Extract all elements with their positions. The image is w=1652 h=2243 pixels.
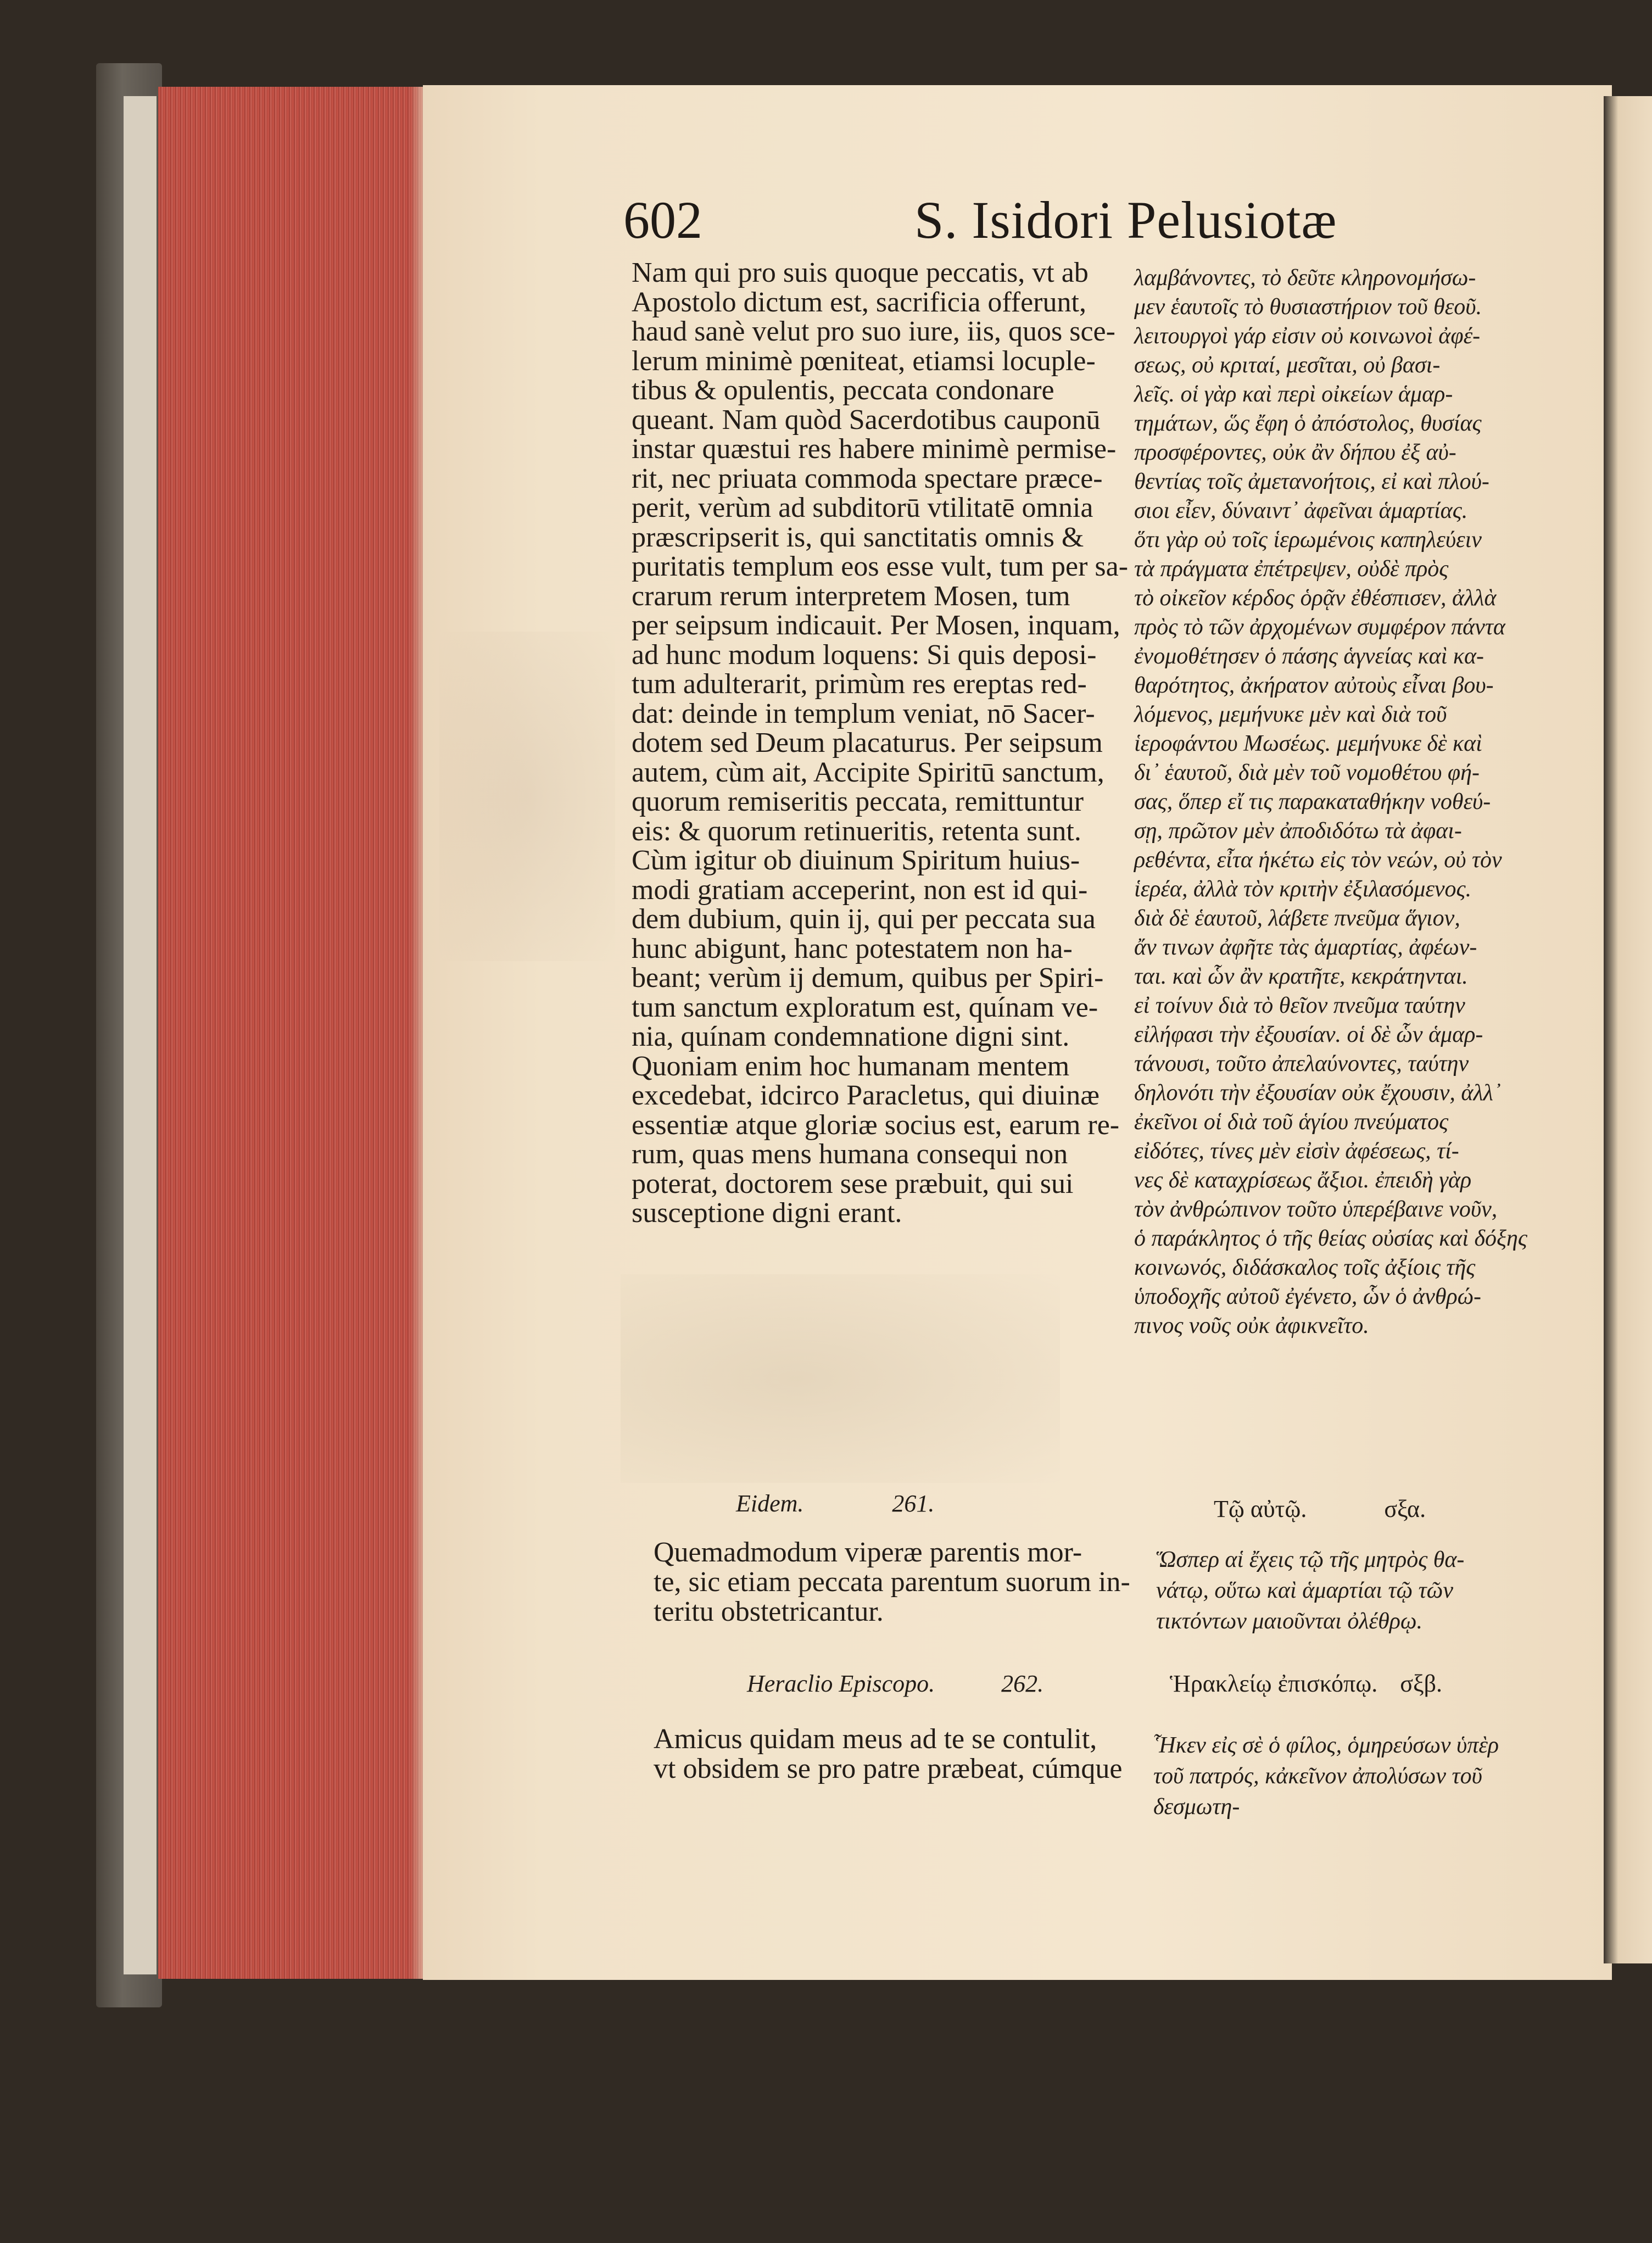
running-title: S. Isidori Pelusiotæ bbox=[914, 191, 1337, 249]
latin-text-line: Amicus quidam meus ad te se contulit, bbox=[654, 1723, 1097, 1755]
greek-text-line: πρὸς τὸ τῶν ἀρχομένων συμφέρον πάντα bbox=[1134, 615, 1505, 640]
greek-text-line: τημάτων, ὥς ἔφη ὁ ἀπόστολος, θυσίας bbox=[1134, 411, 1482, 436]
greek-text-line: τὰ πράγματα ἐπέτρεψεν, οὐδὲ πρὸς bbox=[1134, 556, 1449, 582]
latin-text-line: Cùm igitur ob diuinum Spiritum huius- bbox=[632, 845, 1080, 876]
greek-text-line: τάνουσι, τοῦτο ἀπελαύνοντες, ταύτην bbox=[1134, 1051, 1469, 1076]
latin-text-line: præscripserit is, qui sanctitatis omnis & bbox=[632, 521, 1084, 553]
show-through-smudge bbox=[439, 632, 615, 961]
latin-text-line: haud sanè velut pro suo iure, iis, quos sce- bbox=[632, 316, 1115, 347]
greek-text-line: ἄν τινων ἀφῆτε τὰς ἁμαρτίας, ἀφέων- bbox=[1134, 935, 1477, 960]
latin-text-line: rit, nec priuata commoda spectare præce- bbox=[632, 462, 1103, 494]
letter-262-latin-heading bbox=[747, 1670, 1043, 1698]
latin-text-line: tum adulterarit, primùm res ereptas red- bbox=[632, 668, 1087, 700]
greek-text-line: δι᾽ ἑαυτοῦ, διὰ μὲν τοῦ νομοθέτου φή- bbox=[1134, 760, 1480, 785]
latin-text-line: autem, cùm ait, Accipite Spiritū sanctum, bbox=[632, 756, 1104, 788]
latin-text-line: eis: & quorum retinueritis, retenta sunt. bbox=[632, 815, 1081, 847]
greek-text-line: λαμβάνοντες, τὸ δεῦτε κληρονομήσω- bbox=[1134, 265, 1476, 291]
latin-text-line: dem dubium, quin ij, qui per peccata sua bbox=[632, 903, 1096, 935]
greek-text-line: ρεθέντα, εἶτα ἡκέτω εἰς τὸν νεών, οὐ τὸν bbox=[1134, 847, 1502, 873]
latin-text-line: quorum remiseritis peccata, remittuntur bbox=[632, 786, 1084, 817]
letter-number: σξα. bbox=[1384, 1496, 1426, 1522]
letter-number: 261. bbox=[892, 1490, 935, 1517]
letter-number: 262. bbox=[1001, 1670, 1044, 1697]
greek-text-line: ἐκεῖνοι οἱ διὰ τοῦ ἁγίου πνεύματος bbox=[1134, 1109, 1449, 1135]
latin-text-line: Nam qui pro suis quoque peccatis, vt ab bbox=[632, 257, 1089, 288]
greek-text-line: εἰδότες, τίνες μὲν εἰσὶν ἀφέσεως, τί- bbox=[1134, 1139, 1459, 1164]
greek-text-line: σιοι εἶεν, δύναιντ᾽ ἀφεῖναι ἁμαρτίας. bbox=[1134, 498, 1468, 523]
facing-page-edge bbox=[1604, 96, 1652, 1963]
greek-text-line: ἱεροφάντου Μωσέως. μεμήνυκε δὲ καὶ bbox=[1134, 731, 1482, 756]
greek-text-line: ὑποδοχῆς αὐτοῦ ἐγένετο, ὧν ὁ ἀνθρώ- bbox=[1134, 1284, 1481, 1309]
letter-heading-title: Τῷ αὐτῷ. bbox=[1214, 1496, 1307, 1522]
letter-262-greek-heading bbox=[1170, 1670, 1442, 1698]
page-header bbox=[623, 189, 1617, 250]
letter-number: σξβ. bbox=[1400, 1670, 1442, 1697]
greek-text-line: εἰ τοίνυν διὰ τὸ θεῖον πνεῦμα ταύτην bbox=[1134, 993, 1465, 1018]
greek-text-line: ἱερέα, ἀλλὰ τὸν κριτὴν ἐξιλασόμενος. bbox=[1134, 877, 1472, 902]
greek-text-line: Ὥσπερ αἱ ἔχεις τῷ τῆς μητρὸς θα- bbox=[1156, 1547, 1465, 1572]
greek-text-line: λόμενος, μεμήνυκε μὲν καὶ διὰ τοῦ bbox=[1134, 702, 1447, 727]
greek-text-line: τοῦ πατρός, κἀκεῖνον ἀπολύσων τοῦ bbox=[1153, 1764, 1482, 1789]
latin-text-line: hunc abigunt, hanc potestatem non ha- bbox=[632, 933, 1073, 964]
latin-text-line: perit, verùm ad subditorū vtilitatē omnia bbox=[632, 492, 1093, 523]
latin-column bbox=[632, 258, 1128, 1228]
greek-text-line: κοινωνός, διδάσκαλος τοῖς ἀξίοις τῆς bbox=[1134, 1255, 1476, 1280]
latin-text-line: crarum rerum interpretem Mosen, tum bbox=[632, 580, 1070, 612]
greek-text-line: σας, ὅπερ εἴ τις παρακαταθήκην νοθεύ- bbox=[1134, 789, 1491, 814]
greek-text-line: λειτουργοὶ γάρ εἰσιν οὐ κοινωνοὶ ἀφέ- bbox=[1134, 323, 1481, 349]
latin-text-line: dotem sed Deum placaturus. Per seipsum bbox=[632, 727, 1103, 758]
latin-text-line: rum, quas mens humana consequi non bbox=[632, 1139, 1068, 1170]
latin-text-line: instar quæstui res habere minimè permise- bbox=[632, 433, 1117, 465]
greek-text-line: θαρότητος, ἀκήρατον αὐτοὺς εἶναι βου- bbox=[1134, 673, 1494, 698]
latin-text-line: lerum minimè pœniteat, etiamsi locuple- bbox=[632, 345, 1096, 377]
greek-text-line: ται. καὶ ὧν ἂν κρατῆτε, κεκράτηνται. bbox=[1134, 964, 1468, 989]
latin-text-line: nia, quínam condemnatione digni sint. bbox=[632, 1021, 1070, 1052]
latin-text-line: beant; verùm ij demum, quibus per Spiri- bbox=[632, 962, 1104, 994]
latin-text-line: Apostolo dictum est, sacrificia offerunt, bbox=[632, 286, 1086, 318]
greek-text-line: Ἧκεν εἰς σὲ ὁ φίλος, ὁμηρεύσων ὑπὲρ bbox=[1153, 1733, 1499, 1758]
book-cover-edge bbox=[124, 96, 157, 1974]
greek-text-line: ἐνομοθέτησεν ὁ πάσης ἁγνείας καὶ κα- bbox=[1134, 644, 1484, 669]
page-number: 602 bbox=[623, 191, 702, 249]
greek-text-line: σῃ, πρῶτον μὲν ἀποδιδότω τὰ ἀφαι- bbox=[1134, 818, 1462, 844]
greek-column bbox=[1134, 264, 1527, 1341]
greek-text-line: δεσμωτη- bbox=[1153, 1794, 1240, 1820]
latin-text-line: Quoniam enim hoc humanam mentem bbox=[632, 1050, 1070, 1082]
latin-text-line: puritatis templum eos esse vult, tum per sa- bbox=[632, 551, 1129, 582]
greek-text-line: προσφέροντες, οὐκ ἂν δήπου ἐξ αὐ- bbox=[1134, 440, 1456, 465]
letter-261-latin-heading bbox=[736, 1489, 934, 1517]
greek-text-line: ὅτι γὰρ οὐ τοῖς ἱερωμένοις καπηλεύειν bbox=[1134, 527, 1482, 553]
greek-text-line: ὁ παράκλητος ὁ τῆς θείας οὐσίας καὶ δόξης bbox=[1134, 1226, 1527, 1251]
latin-text-line: dat: deinde in templum veniat, nō Sacer- bbox=[632, 698, 1095, 729]
greek-text-line: σεως, οὐ κριταί, μεσῖται, οὐ βασι- bbox=[1134, 353, 1441, 378]
letter-heading-title: Eidem. bbox=[736, 1490, 804, 1517]
letter-heading-title: Heraclio Episcopo. bbox=[747, 1670, 935, 1697]
letter-261-latin-text bbox=[654, 1538, 1130, 1627]
greek-text-line: δηλονότι τὴν ἐξουσίαν οὐκ ἔχουσιν, ἀλλ᾽ bbox=[1134, 1080, 1501, 1106]
greek-text-line: τὸ οἰκεῖον κέρδος ὁρᾷν ἐθέσπισεν, ἀλλὰ bbox=[1134, 585, 1497, 611]
greek-text-line: μεν ἑαυτοῖς τὸ θυσιαστήριον τοῦ θεοῦ. bbox=[1134, 294, 1482, 320]
greek-text-line: πινος νοῦς οὐκ ἀφικνεῖτο. bbox=[1134, 1313, 1369, 1338]
latin-text-line: queant. Nam quòd Sacerdotibus cauponū bbox=[632, 404, 1101, 436]
greek-text-line: τικτόντων μαιοῦνται ὀλέθρῳ. bbox=[1156, 1609, 1423, 1634]
letter-262-latin-text bbox=[654, 1725, 1122, 1784]
latin-text-line: per seipsum indicauit. Per Mosen, inquam, bbox=[632, 610, 1120, 641]
latin-text-line: tibus & opulentis, peccata condonare bbox=[632, 375, 1054, 406]
latin-text-line: excedebat, idcirco Paracletus, qui diuinæ bbox=[632, 1080, 1100, 1111]
latin-text-line: ad hunc modum loquens: Si quis deposi- bbox=[632, 639, 1097, 671]
latin-text-line: te, sic etiam peccata parentum suorum in- bbox=[654, 1566, 1130, 1598]
greek-text-line: θεντίας τοῖς ἀμετανοήτοις, εἰ καὶ πλού- bbox=[1134, 469, 1489, 494]
letter-261-greek-text bbox=[1156, 1544, 1464, 1637]
greek-text-line: νες δὲ καταχρίσεως ἄξιοι. ἐπειδὴ γὰρ bbox=[1134, 1168, 1472, 1193]
latin-text-line: susceptione digni erant. bbox=[632, 1197, 902, 1229]
latin-text-line: poterat, doctorem sese præbuit, qui sui bbox=[632, 1168, 1074, 1199]
letter-261-greek-heading bbox=[1214, 1495, 1426, 1523]
letter-262-greek-text bbox=[1153, 1730, 1499, 1822]
book-red-fore-edge bbox=[158, 87, 432, 1979]
latin-text-line: essentiæ atque gloriæ socius est, earum re- bbox=[632, 1109, 1120, 1141]
greek-text-line: εἰλήφασι τὴν ἐξουσίαν. οἱ δὲ ὧν ἁμαρ- bbox=[1134, 1022, 1483, 1047]
greek-text-line: λεῖς. οἱ γὰρ καὶ περὶ οἰκείων ἁμαρ- bbox=[1134, 382, 1453, 407]
latin-text-line: tum sanctum exploratum est, quínam ve- bbox=[632, 991, 1098, 1023]
latin-text-line: modi gratiam acceperint, non est id qui- bbox=[632, 874, 1088, 906]
letter-heading-title: Ἡρακλείῳ ἐπισκόπῳ. bbox=[1170, 1670, 1378, 1697]
greek-text-line: διὰ δὲ ἑαυτοῦ, λάβετε πνεῦμα ἅγιον, bbox=[1134, 906, 1460, 931]
latin-text-line: Quemadmodum viperæ parentis mor- bbox=[654, 1537, 1082, 1568]
latin-text-line: vt obsidem se pro patre præbeat, cúmque bbox=[654, 1753, 1123, 1784]
greek-text-line: τὸν ἀνθρώπινον τοῦτο ὑπερέβαινε νοῦν, bbox=[1134, 1197, 1498, 1222]
greek-text-line: νάτῳ, οὕτω καὶ ἁμαρτίαι τῷ τῶν bbox=[1156, 1578, 1453, 1603]
latin-text-line: teritu obstetricantur. bbox=[654, 1596, 884, 1627]
bleed-through-area bbox=[621, 1274, 1060, 1483]
